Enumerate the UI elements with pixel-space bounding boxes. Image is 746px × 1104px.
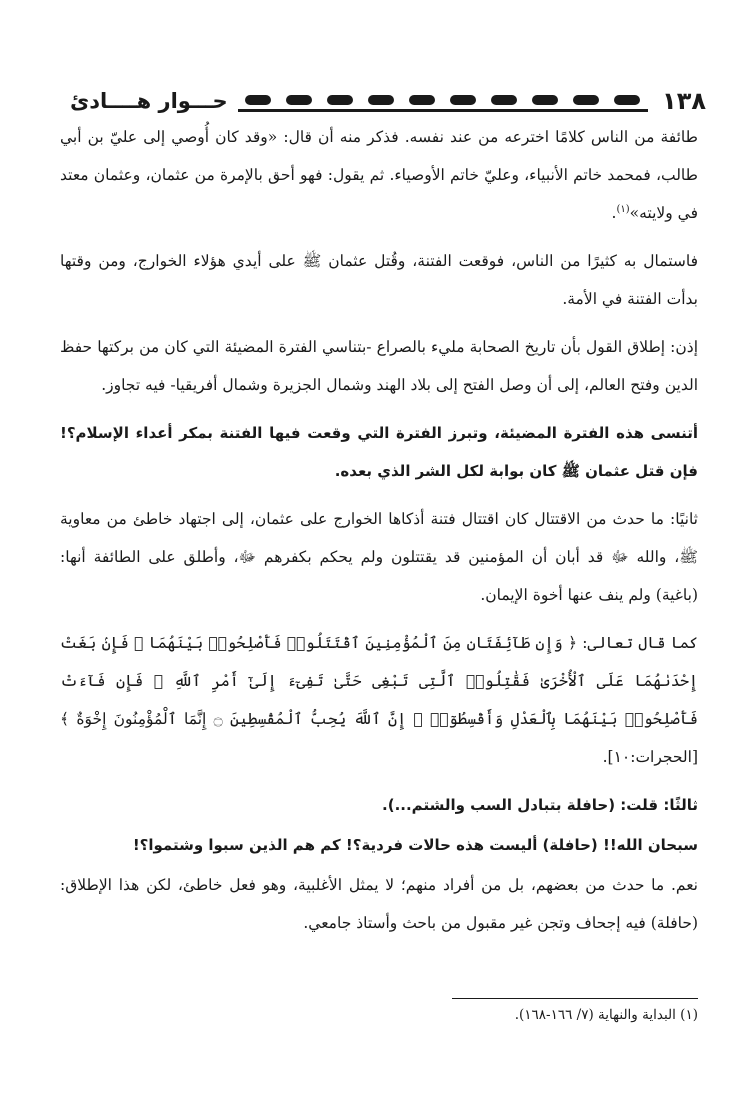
- ornament-link: [286, 95, 312, 105]
- quran-verse-paragraph: كما قال تعالى: ﴿ وَإِن طَآئِفَتَانِ مِنَ ٱلْمُؤْمِنِينَ ٱقْتَتَلُوا۟ فَأَصْلِحُوا۟ بَيْنَهُمَا ۖ فَإِنۢ بَغَتْ إِحْدَىٰهُمَا عَلَى ٱلْأُخْرَىٰ فَقَٰتِلُوا۟ ٱلَّتِى تَبْغِى حَتَّىٰ تَفِىٓءَ إِلَىٰٓ أَمْرِ ٱللَّهِ ۚ فَإِن فَآءَتْ فَأَصْلِحُوا۟ بَيْنَهُمَا بِٱلْعَدْلِ وَأَقْسِطُوٓا۟ ۖ إِنَّ ٱللَّهَ يُحِبُّ ٱلْمُقْسِطِينَ ۝ إِنَّمَا ٱلْمُؤْمِنُونَ إِخْوَةٌ ﴾ [الحجرات:١٠].: [60, 634, 698, 766]
- paragraph: إذن: إطلاق القول بأن تاريخ الصحابة مليء بالصراع -بتناسي الفترة المضيئة التي كان من بركتها حفظ الدين وفتح العالم، إلى أن وصل الفتح إلى بلاد الهند وشمال الجزيرة وشمال أفريقيا- فيه تجاوز.: [60, 338, 698, 394]
- ornament-link: [450, 95, 476, 105]
- ornament-link: [327, 95, 353, 105]
- page-body: [60, 118, 698, 952]
- ornament-link: [409, 95, 435, 105]
- paragraph: ثانيًا: ما حدث من الاقتتال كان اقتتال فتنة أذكاها الخوارج على عثمان، إلى اجتهاد خاطئ من معاوية ﷺ، والله ﷻ قد أبان أن المؤمنين قد يقتتلون ولم يحكم بكفرهم ﷻ، وأطلق على الطائفة أنها: (باغية) ولم ينف عنها أخوة الإيمان.: [60, 510, 698, 604]
- ornament-link: [491, 95, 517, 105]
- book-title: حـــوار هــــادئ: [70, 89, 228, 113]
- header-ornament: [238, 91, 648, 112]
- ornament-link: [368, 95, 394, 105]
- paragraph: طائفة من الناس كلامًا اخترعه من عند نفسه. فذكر منه أن قال: «وقد كان أُوصي إلى عليّ بن أبي طالب، فمحمد خاتم الأنبياء، وعليّ خاتم الأوصياء. ثم يقول: فهو أحق بالإمرة من عثمان، وعثمان معتد في ولايته»$^{(١)}$.: [60, 128, 698, 222]
- footnote: (١) البداية والنهاية (٧/ ١٦٦-١٦٨).: [514, 1007, 698, 1023]
- paragraph-bold: ثالثًا: قلت: (حافلة بتبادل السب والشتم...).: [382, 796, 698, 814]
- footnote-separator: [452, 998, 698, 999]
- page-number: ١٣٨: [662, 87, 706, 115]
- paragraph: فاستمال به كثيرًا من الناس، فوقعت الفتنة، وقُتل عثمان ﷺ على أيدي هؤلاء الخوارج، ومن وقتها بدأت الفتنة في الأمة.: [60, 252, 698, 308]
- ornament-link: [614, 95, 640, 105]
- ornament-link: [245, 95, 271, 105]
- footnote-ref: (١): [616, 203, 630, 215]
- paragraph-bold: أتنسى هذه الفترة المضيئة، وتبرز الفترة التي وقعت فيها الفتنة بمكر أعداء الإسلام؟! فإن قتل عثمان ﷺ كان بوابة لكل الشر الذي بعده.: [60, 424, 698, 480]
- paragraph: نعم. ما حدث من بعضهم، بل من أفراد منهم؛ لا يمثل الأغلبية، وهو فعل خاطئ، لكن هذا الإطلاق: (حافلة) فيه إجحاف وتجن غير مقبول من باحث وأستاذ جامعي.: [60, 876, 698, 932]
- ornament-link: [532, 95, 558, 105]
- ornament-link: [573, 95, 599, 105]
- paragraph-bold: سبحان الله!! (حافلة) أليست هذه حالات فردية؟! كم هم الذين سبوا وشتموا؟!: [132, 836, 698, 854]
- page-header: [70, 84, 706, 118]
